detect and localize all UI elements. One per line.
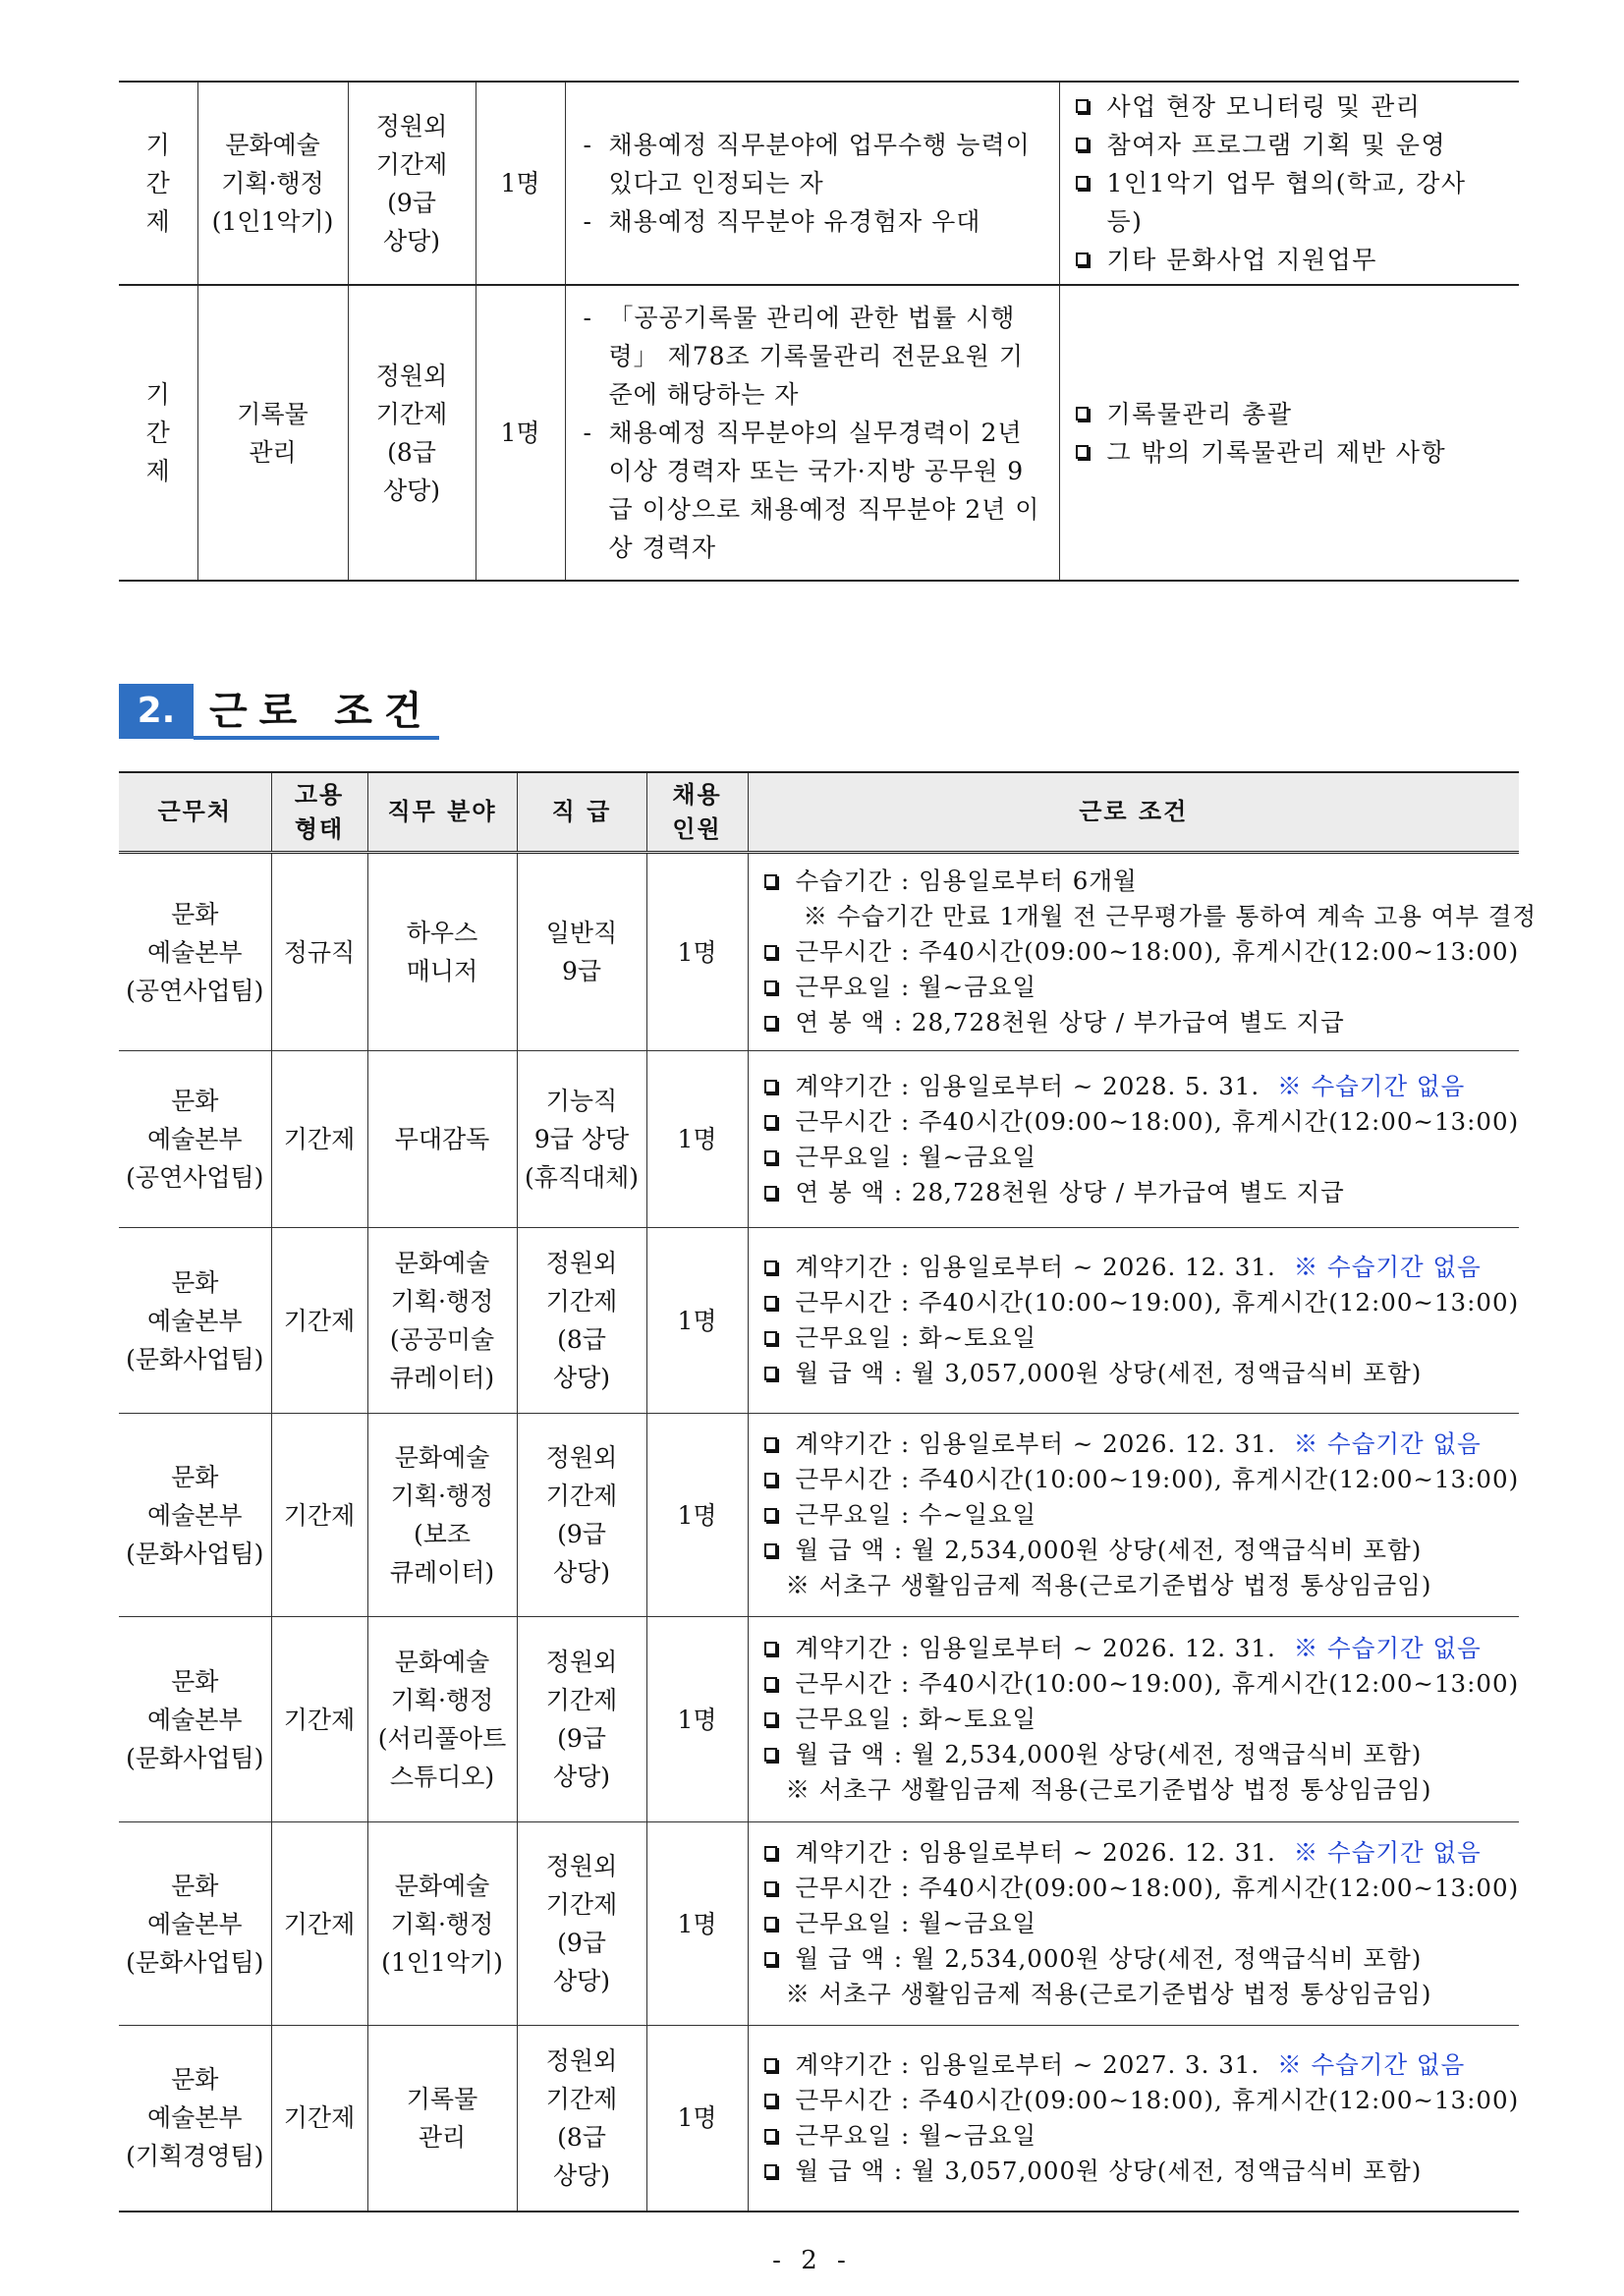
checkbox-bullet-icon bbox=[764, 1016, 777, 1030]
type-char: 제 bbox=[145, 457, 170, 485]
checkbox-bullet-icon bbox=[764, 1677, 777, 1691]
condition-text: 근무시간 : 주40시간(09:00~18:00), 휴게시간(12:00~13:00) bbox=[795, 1874, 1520, 1902]
condition-item bbox=[762, 1835, 1512, 1871]
field-cell bbox=[367, 1617, 517, 1822]
checkbox-bullet-icon bbox=[764, 1917, 777, 1931]
checkbox-bullet-icon bbox=[764, 1437, 777, 1451]
condition-text: 계약기간 : 임용일로부터 ~ 2026. 12. 31. bbox=[795, 1838, 1276, 1867]
checkbox-bullet-icon bbox=[764, 1150, 777, 1164]
condition-item bbox=[762, 1533, 1512, 1568]
table-row bbox=[119, 1617, 1519, 1822]
grade-line: 상당) bbox=[382, 476, 441, 505]
field-line: 문화예술 bbox=[394, 1648, 490, 1676]
duty-item bbox=[1074, 241, 1510, 279]
condition-text: 근무요일 : 화~토요일 bbox=[795, 1323, 1037, 1352]
workplace-line: (문화사업팀) bbox=[126, 1344, 264, 1373]
workplace-cell bbox=[119, 853, 271, 1051]
condition-text: 계약기간 : 임용일로부터 ~ 2026. 12. 31. bbox=[795, 1429, 1276, 1458]
section-heading bbox=[119, 684, 443, 743]
field-cell bbox=[197, 82, 348, 285]
duty-item bbox=[1074, 87, 1510, 126]
no-probation-note: ※ 수습기간 없음 bbox=[1293, 1634, 1482, 1662]
condition-text: 근무요일 : 화~토요일 bbox=[795, 1705, 1037, 1733]
conditions-cell bbox=[748, 1228, 1519, 1414]
grade-line: 기간제 bbox=[545, 1686, 618, 1714]
duty-item bbox=[1074, 126, 1510, 164]
grade-line: 기간제 bbox=[545, 2084, 618, 2113]
no-probation-note: ※ 수습기간 없음 bbox=[1293, 1253, 1482, 1281]
workplace-line: 문화 bbox=[171, 2065, 219, 2095]
employment-type-cell bbox=[119, 82, 197, 285]
section-number: 2. bbox=[119, 684, 194, 739]
grade-line: 정원외 bbox=[545, 1648, 618, 1676]
grade-line: 정원외 bbox=[545, 1249, 618, 1277]
checkbox-bullet-icon bbox=[1076, 138, 1089, 151]
field-line: (1인1악기) bbox=[211, 207, 334, 236]
condition-item bbox=[762, 1140, 1512, 1175]
type-char: 기 bbox=[145, 380, 170, 409]
workplace-line: (문화사업팀) bbox=[126, 1539, 264, 1568]
duty-text: 기타 문화사업 지원업무 bbox=[1106, 246, 1377, 274]
checkbox-bullet-icon bbox=[764, 1186, 777, 1200]
condition-text: 계약기간 : 임용일로부터 ~ 2026. 12. 31. bbox=[795, 1634, 1276, 1662]
grade-line: (8급 bbox=[387, 437, 436, 467]
workplace-line: 예술본부 bbox=[146, 1705, 243, 1734]
field-line: 관리 bbox=[418, 2122, 467, 2152]
field-line: 기록물 bbox=[406, 2084, 478, 2113]
no-probation-note: ※ 수습기간 없음 bbox=[1277, 2049, 1466, 2079]
count-cell: 1명 bbox=[646, 853, 748, 1051]
workplace-line: (기획경영팀) bbox=[126, 2142, 264, 2171]
checkbox-bullet-icon bbox=[764, 874, 777, 888]
condition-text: 근무시간 : 주40시간(10:00~19:00), 휴게시간(12:00~13:00) bbox=[795, 1288, 1520, 1316]
checkbox-bullet-icon bbox=[764, 1712, 777, 1726]
checkbox-bullet-icon bbox=[764, 1846, 777, 1860]
grade-line: 정원외 bbox=[375, 361, 448, 390]
conditions-cell bbox=[748, 1051, 1519, 1228]
header-conditions: 근로 조건 bbox=[748, 772, 1519, 853]
condition-note: ※ 서초구 생활임금제 적용(근로기준법상 법정 통상임금임) bbox=[785, 1571, 1432, 1599]
conditions-cell bbox=[748, 853, 1538, 1051]
condition-text: 근무요일 : 수~일요일 bbox=[795, 1500, 1037, 1529]
condition-item bbox=[762, 1427, 1512, 1462]
employment-type-cell: 정규직 bbox=[271, 853, 367, 1051]
header-hiring bbox=[646, 772, 748, 853]
condition-text: 근무시간 : 주40시간(09:00~18:00), 휴게시간(12:00~13:00) bbox=[795, 1106, 1520, 1136]
condition-item bbox=[762, 2047, 1512, 2083]
table-header-row bbox=[119, 772, 1519, 853]
grade-line: 정원외 bbox=[545, 2045, 618, 2075]
condition-item bbox=[762, 864, 1512, 899]
grade-line: 상당) bbox=[552, 1558, 611, 1587]
checkbox-bullet-icon bbox=[764, 2164, 777, 2178]
condition-item bbox=[762, 1462, 1520, 1497]
checkbox-bullet-icon bbox=[764, 1080, 777, 1093]
grade-line: 상당) bbox=[552, 2160, 611, 2190]
field-line: 무대감독 bbox=[394, 1125, 490, 1153]
workplace-line: (문화사업팀) bbox=[126, 1743, 264, 1772]
checkbox-bullet-icon bbox=[764, 1473, 777, 1486]
recruitment-table-continued bbox=[119, 81, 1519, 582]
grade-line: 9급 상당 bbox=[533, 1125, 630, 1153]
duty-item bbox=[1074, 395, 1510, 433]
grade-cell bbox=[517, 1617, 646, 1822]
grade-line: 상당) bbox=[552, 1364, 611, 1392]
duties-cell bbox=[1059, 82, 1519, 285]
condition-text: 근무시간 : 주40시간(09:00~18:00), 휴게시간(12:00~13:00) bbox=[795, 937, 1520, 966]
conditions-cell bbox=[748, 2026, 1519, 2212]
condition-note: ※ 서초구 생활임금제 적용(근로기준법상 법정 통상임금임) bbox=[785, 1980, 1432, 2008]
checkbox-bullet-icon bbox=[764, 1952, 777, 1966]
condition-text: 근무시간 : 주40시간(10:00~19:00), 휴게시간(12:00~13:00) bbox=[795, 1465, 1520, 1493]
condition-item bbox=[762, 1356, 1512, 1391]
grade-line: (9급 bbox=[557, 1520, 606, 1548]
no-probation-note: ※ 수습기간 없음 bbox=[1293, 1429, 1482, 1458]
condition-item bbox=[762, 2083, 1520, 2118]
field-line: 기획·행정 bbox=[221, 169, 324, 197]
condition-text: 연 봉 액 : 28,728천원 상당 / 부가급여 별도 지급 bbox=[795, 1177, 1345, 1206]
employment-type-cell bbox=[119, 285, 197, 581]
count-cell: 1명 bbox=[476, 82, 565, 285]
grade-cell bbox=[348, 82, 476, 285]
table-row bbox=[119, 82, 1519, 285]
no-probation-note: ※ 수습기간 없음 bbox=[1277, 1071, 1466, 1100]
field-line: 기획·행정 bbox=[390, 1287, 494, 1316]
count-cell: 1명 bbox=[646, 1822, 748, 2026]
workplace-cell bbox=[119, 2026, 271, 2212]
condition-item bbox=[762, 1702, 1512, 1737]
workplace-line: 문화 bbox=[171, 1462, 219, 1491]
employment-type-cell: 기간제 bbox=[271, 1414, 367, 1617]
checkbox-bullet-icon bbox=[764, 1508, 777, 1522]
workplace-cell bbox=[119, 1617, 271, 1822]
count-cell: 1명 bbox=[476, 285, 565, 581]
checkbox-bullet-icon bbox=[764, 1642, 777, 1655]
checkbox-bullet-icon bbox=[764, 1367, 777, 1380]
field-line: 문화예술 bbox=[394, 1443, 490, 1472]
workplace-line: 문화 bbox=[171, 899, 219, 928]
field-line: 기획·행정 bbox=[390, 1909, 494, 1938]
header-line: 인원 bbox=[672, 814, 722, 843]
header-line: 고용 bbox=[294, 780, 345, 809]
requirement-item: - 채용예정 직무분야 유경험자 우대 bbox=[584, 202, 1045, 241]
count-cell: 1명 bbox=[646, 2026, 748, 2212]
field-line: 기획·행정 bbox=[390, 1686, 494, 1714]
grade-line: 정원외 bbox=[545, 1852, 618, 1880]
grade-line: 기간제 bbox=[375, 399, 448, 428]
condition-item bbox=[762, 934, 1520, 970]
condition-text: 월 급 액 : 월 3,057,000원 상당(세전, 정액급식비 포함) bbox=[795, 1359, 1423, 1387]
condition-item bbox=[762, 1104, 1520, 1140]
page-number: - 2 - bbox=[772, 2246, 852, 2275]
employment-type-cell: 기간제 bbox=[271, 2026, 367, 2212]
condition-item bbox=[762, 2154, 1512, 2189]
condition-item bbox=[762, 1737, 1512, 1772]
grade-line: 기간제 bbox=[545, 1890, 618, 1919]
requirements-cell bbox=[565, 285, 1059, 581]
grade-line: 기간제 bbox=[375, 149, 448, 179]
condition-item bbox=[762, 2118, 1512, 2154]
checkbox-bullet-icon bbox=[1076, 252, 1089, 266]
field-cell bbox=[367, 1414, 517, 1617]
count-cell: 1명 bbox=[646, 1414, 748, 1617]
table-row bbox=[119, 1228, 1519, 1414]
grade-line: (8급 bbox=[557, 1325, 606, 1354]
checkbox-bullet-icon bbox=[764, 1296, 777, 1310]
field-cell bbox=[367, 1051, 517, 1228]
condition-text: 근무시간 : 주40시간(10:00~19:00), 휴게시간(12:00~13:00) bbox=[795, 1669, 1520, 1698]
field-line: 기획·행정 bbox=[390, 1482, 494, 1510]
checkbox-bullet-icon bbox=[764, 2129, 777, 2143]
condition-note: ※ 서초구 생활임금제 적용(근로기준법상 법정 통상임금임) bbox=[785, 1775, 1432, 1804]
checkbox-bullet-icon bbox=[1076, 445, 1089, 459]
field-line: 스튜디오) bbox=[389, 1763, 495, 1791]
header-employment-type bbox=[271, 772, 367, 853]
duty-item bbox=[1074, 433, 1510, 472]
employment-type-cell: 기간제 bbox=[271, 1822, 367, 2026]
condition-item bbox=[762, 1069, 1512, 1104]
field-cell bbox=[367, 853, 517, 1051]
conditions-cell bbox=[748, 1617, 1519, 1822]
grade-line: (8급 bbox=[557, 2122, 606, 2152]
condition-item bbox=[762, 1250, 1512, 1285]
checkbox-bullet-icon bbox=[764, 945, 777, 959]
field-line: 큐레이터) bbox=[389, 1364, 495, 1392]
checkbox-bullet-icon bbox=[764, 2094, 777, 2107]
workplace-line: 문화 bbox=[171, 1666, 219, 1696]
table-row bbox=[119, 853, 1519, 1051]
count-cell: 1명 bbox=[646, 1051, 748, 1228]
employment-type-cell: 기간제 bbox=[271, 1617, 367, 1822]
grade-cell bbox=[517, 2026, 646, 2212]
condition-item bbox=[762, 1285, 1520, 1320]
condition-text: 근무요일 : 월~금요일 bbox=[795, 1142, 1037, 1171]
duty-text: 사업 현장 모니터링 및 관리 bbox=[1106, 92, 1422, 121]
condition-text: 연 봉 액 : 28,728천원 상당 / 부가급여 별도 지급 bbox=[795, 1008, 1345, 1036]
workplace-line: 예술본부 bbox=[146, 937, 243, 967]
workplace-line: (공연사업팀) bbox=[126, 976, 264, 1005]
table-row bbox=[119, 2026, 1519, 2212]
condition-text: 월 급 액 : 월 2,534,000원 상당(세전, 정액급식비 포함) bbox=[795, 1740, 1423, 1768]
condition-note: ※ 수습기간 만료 1개월 전 근무평가를 통하여 계속 고용 여부 결정 bbox=[803, 902, 1538, 930]
field-line: (서리풀아트 bbox=[377, 1724, 507, 1753]
field-cell bbox=[197, 285, 348, 581]
conditions-cell bbox=[748, 1822, 1519, 2026]
section-title: 근로 조건 bbox=[209, 689, 434, 734]
duty-text: 1인1악기 업무 협의(학교, 강사 등) bbox=[1106, 169, 1467, 236]
count-cell: 1명 bbox=[646, 1617, 748, 1822]
field-line: 하우스 bbox=[406, 919, 478, 947]
grade-line: 기간제 bbox=[545, 1482, 618, 1510]
condition-text: 월 급 액 : 월 3,057,000원 상당(세전, 정액급식비 포함) bbox=[795, 2156, 1423, 2185]
condition-text: 근무요일 : 월~금요일 bbox=[795, 1909, 1037, 1937]
workplace-line: 예술본부 bbox=[146, 1500, 243, 1530]
condition-text: 수습기간 : 임용일로부터 6개월 bbox=[795, 867, 1138, 895]
workplace-line: 문화 bbox=[171, 1871, 219, 1900]
employment-type-cell: 기간제 bbox=[271, 1228, 367, 1414]
field-line: 문화예술 bbox=[225, 131, 320, 159]
field-cell bbox=[367, 1822, 517, 2026]
no-probation-note: ※ 수습기간 없음 bbox=[1293, 1838, 1482, 1867]
grade-line: (9급 bbox=[387, 188, 436, 217]
checkbox-bullet-icon bbox=[1076, 407, 1089, 420]
duty-text: 그 밖의 기록물관리 제반 사항 bbox=[1106, 437, 1447, 467]
requirement-item: - 채용예정 직무분야에 업무수행 능력이 있다고 인정되는 자 bbox=[584, 126, 1045, 202]
field-line: 기록물 bbox=[237, 399, 308, 428]
field-cell bbox=[367, 2026, 517, 2212]
grade-cell bbox=[517, 1822, 646, 2026]
grade-cell bbox=[348, 285, 476, 581]
workplace-cell bbox=[119, 1414, 271, 1617]
header-workplace: 근무처 bbox=[119, 772, 271, 853]
condition-item bbox=[762, 1631, 1512, 1666]
workplace-line: 예술본부 bbox=[146, 1306, 243, 1335]
header-line: 채용 bbox=[672, 780, 722, 809]
table-row bbox=[119, 1051, 1519, 1228]
grade-line: 9급 bbox=[561, 957, 602, 985]
grade-line: 일반직 bbox=[545, 919, 618, 947]
grade-cell bbox=[517, 1414, 646, 1617]
workplace-line: 예술본부 bbox=[146, 1125, 243, 1153]
grade-cell bbox=[517, 1228, 646, 1414]
condition-item bbox=[762, 1871, 1520, 1906]
type-char: 간 bbox=[145, 419, 170, 447]
header-grade: 직 급 bbox=[517, 772, 646, 853]
condition-item bbox=[762, 970, 1512, 1005]
employment-type-cell: 기간제 bbox=[271, 1051, 367, 1228]
requirement-item: - 「공공기록물 관리에 관한 법률 시행령」 제78조 기록물관리 전문요원 기준에 해당하는 자 bbox=[584, 299, 1045, 414]
checkbox-bullet-icon bbox=[764, 1543, 777, 1557]
condition-item bbox=[762, 1320, 1512, 1356]
duties-cell bbox=[1059, 285, 1519, 581]
field-line: 문화예술 bbox=[394, 1871, 490, 1900]
checkbox-bullet-icon bbox=[1076, 176, 1089, 190]
duty-text: 기록물관리 총괄 bbox=[1106, 399, 1293, 428]
workplace-line: (문화사업팀) bbox=[126, 1947, 264, 1977]
field-line: 관리 bbox=[249, 437, 297, 467]
condition-text: 근무요일 : 월~금요일 bbox=[795, 973, 1037, 1001]
condition-text: 근무요일 : 월~금요일 bbox=[795, 2120, 1037, 2150]
field-cell bbox=[367, 1228, 517, 1414]
condition-text: 계약기간 : 임용일로부터 ~ 2028. 5. 31. bbox=[795, 1071, 1260, 1100]
checkbox-bullet-icon bbox=[764, 980, 777, 994]
workplace-line: 문화 bbox=[171, 1267, 219, 1297]
header-line: 형태 bbox=[294, 814, 345, 843]
type-char: 간 bbox=[145, 169, 170, 197]
field-line: 큐레이터) bbox=[389, 1558, 495, 1587]
workplace-line: 문화 bbox=[171, 1087, 219, 1115]
condition-text: 근무시간 : 주40시간(09:00~18:00), 휴게시간(12:00~13:00) bbox=[795, 2085, 1520, 2114]
checkbox-bullet-icon bbox=[1076, 99, 1089, 113]
conditions-cell bbox=[748, 1414, 1519, 1617]
count-cell: 1명 bbox=[646, 1228, 748, 1414]
condition-item bbox=[762, 1666, 1520, 1702]
field-line: 문화예술 bbox=[394, 1249, 490, 1277]
condition-text: 계약기간 : 임용일로부터 ~ 2026. 12. 31. bbox=[795, 1253, 1276, 1281]
condition-item bbox=[762, 1497, 1512, 1533]
field-line: (공공미술 bbox=[389, 1325, 495, 1354]
type-char: 제 bbox=[145, 207, 170, 236]
workplace-line: (공연사업팀) bbox=[126, 1163, 264, 1192]
workplace-cell bbox=[119, 1228, 271, 1414]
requirements-cell bbox=[565, 82, 1059, 285]
condition-item bbox=[762, 1941, 1512, 1977]
condition-item bbox=[762, 1175, 1512, 1210]
workplace-cell bbox=[119, 1051, 271, 1228]
grade-line: 정원외 bbox=[545, 1443, 618, 1472]
grade-line: 기능직 bbox=[545, 1087, 618, 1115]
field-line: 매니저 bbox=[406, 957, 478, 985]
workplace-line: 예술본부 bbox=[146, 1909, 243, 1938]
checkbox-bullet-icon bbox=[764, 1260, 777, 1274]
requirement-item: - 채용예정 직무분야의 실무경력이 2년 이상 경력자 또는 국가·지방 공무원 9급 이상으로 채용예정 직무분야 2년 이상 경력자 bbox=[584, 414, 1045, 567]
checkbox-bullet-icon bbox=[764, 2058, 777, 2072]
section-underline bbox=[194, 736, 439, 740]
working-conditions-table bbox=[119, 771, 1538, 2212]
field-line: (보조 bbox=[413, 1520, 472, 1548]
grade-line: (휴직대체) bbox=[524, 1163, 640, 1192]
grade-line: 정원외 bbox=[375, 111, 448, 140]
condition-text: 월 급 액 : 월 2,534,000원 상당(세전, 정액급식비 포함) bbox=[795, 1536, 1423, 1564]
condition-text: 계약기간 : 임용일로부터 ~ 2027. 3. 31. bbox=[795, 2049, 1260, 2079]
grade-cell bbox=[517, 1051, 646, 1228]
workplace-cell bbox=[119, 1822, 271, 2026]
checkbox-bullet-icon bbox=[764, 1331, 777, 1345]
type-char: 기 bbox=[145, 131, 170, 159]
grade-line: 상당) bbox=[382, 226, 441, 255]
checkbox-bullet-icon bbox=[764, 1115, 777, 1129]
header-field: 직무 분야 bbox=[367, 772, 517, 853]
condition-item bbox=[762, 1005, 1512, 1040]
duty-text: 참여자 프로그램 기획 및 운영 bbox=[1106, 131, 1447, 159]
field-line: (1인1악기) bbox=[381, 1947, 503, 1977]
duty-item bbox=[1074, 164, 1510, 241]
grade-line: 상당) bbox=[552, 1967, 611, 1995]
grade-cell bbox=[517, 853, 646, 1051]
grade-line: 기간제 bbox=[545, 1287, 618, 1316]
table-row bbox=[119, 1414, 1519, 1617]
grade-line: 상당) bbox=[552, 1763, 611, 1791]
grade-line: (9급 bbox=[557, 1929, 606, 1957]
table-row bbox=[119, 285, 1519, 581]
checkbox-bullet-icon bbox=[764, 1881, 777, 1895]
condition-text: 월 급 액 : 월 2,534,000원 상당(세전, 정액급식비 포함) bbox=[795, 1944, 1423, 1973]
workplace-line: 예술본부 bbox=[146, 2103, 243, 2133]
table-row bbox=[119, 1822, 1519, 2026]
grade-line: (9급 bbox=[557, 1724, 606, 1753]
checkbox-bullet-icon bbox=[764, 1748, 777, 1762]
condition-item bbox=[762, 1906, 1512, 1941]
